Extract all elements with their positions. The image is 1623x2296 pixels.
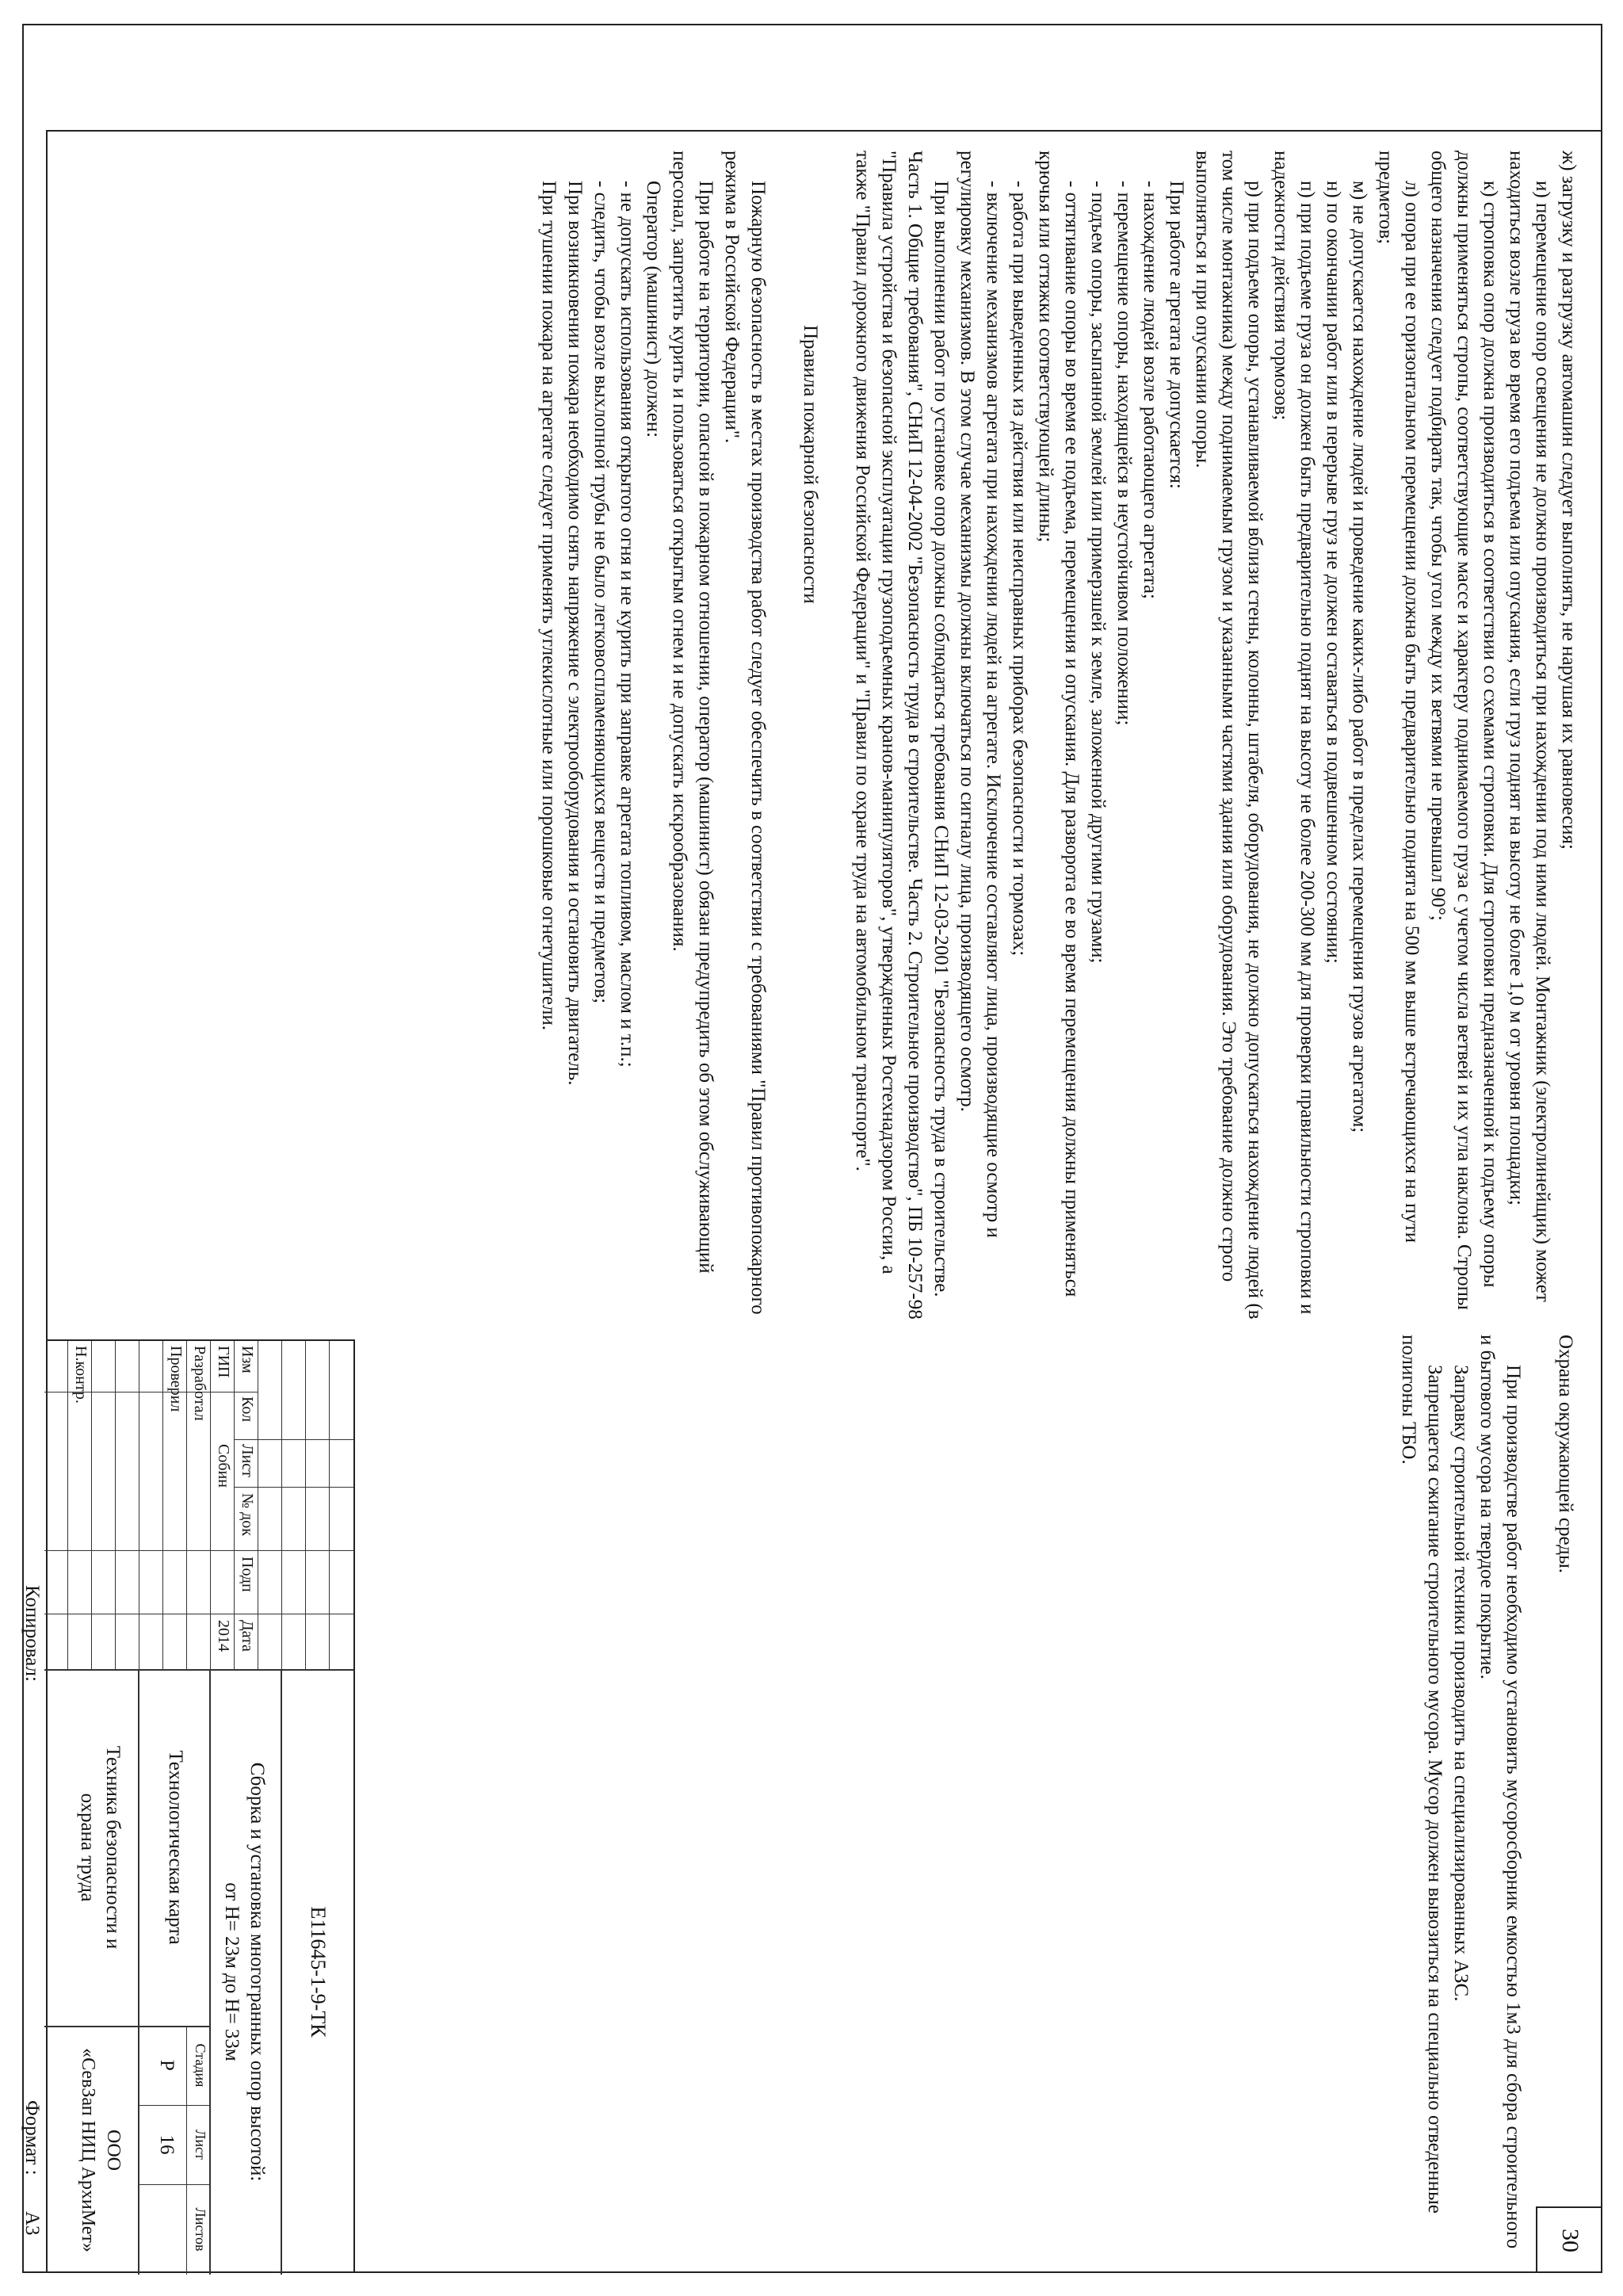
body-paragraph: При возникновении пожара необходимо снять напряжение с электрооборудования и остановить двигатель. [564,181,586,1086]
name-gip: Собин [215,1444,232,1488]
header-list: Лист [239,1444,256,1477]
section-line2: охрана труда [77,1793,98,1902]
environment-title: Охрана окружающей среды. [1555,1335,1576,1574]
section-line1: Техника безопасности и [102,1745,124,1950]
body-paragraph: и) перемещение опор освещения не должно производиться при нахождении под ними людей. Монтажник (электролинейщик) может находиться возле груза во время его подъема или опускания, если груз поднят на высоту не более 1,0 м от уровня площадки; [1506,151,1553,1308]
sheet-header: Лист [193,2130,208,2160]
header-data: Дата [239,1620,256,1652]
body-paragraph: н) по окончании работ или в перерыве груз не должен оставаться в подвешенном состоянии; [1323,181,1344,964]
body-paragraph: п) при подъеме груза он должен быть предварительно поднят на высоту не более 200-300 мм для проверки правильности строповки и надежности действия тормозов; [1270,151,1318,1320]
body-paragraph: ж) загрузку и разгрузку автомашин следует выполнять, не нарушая их равновесия; [1558,151,1579,850]
body-paragraph: При работе агрегата не допускается: [1166,181,1187,489]
object-title-line1: Сборка и установка многогранных опор высотой: [246,1762,268,2182]
body-paragraph: к) строповка опор должна производиться в соответствии со схемами строповки. Для строповки предназначенной к подъему опоры должны применяться стропы, соответствующие массе и характеру поднимаемого груза с учетом числа ветвей и их угла наклона. Стропы общего назначения следует подбирать так, чтобы угол между их ветвями не превышал 90°; [1427,151,1501,1316]
format-value: А3 [21,2211,43,2236]
body-paragraph: р) при подъеме опоры, устанавливаемой вблизи стены, колонны, штабеля, оборудования, не должно допускаться нахождение людей (в том числе монтажника) между поднимаемым грузом и указанными частями здания или оборудования. Это требование должно строго выполняться и при опускании опоры. [1192,151,1266,1324]
body-paragraph: Оператор (машинист) должен: [643,181,664,438]
section-heading: Правила пожарной безопасности [800,325,821,604]
environment-paragraph: Запрещается сжигание строительного мусора. Мусор должен вывозиться на специально отведенные полигоны ТБО. [1398,1335,1445,2219]
sheet-value: 16 [156,2134,178,2155]
stage-value: Р [156,2060,178,2071]
stage-header: Стадия [193,2043,208,2088]
main-text-column [536,151,1582,1324]
object-title-line2: от Н= 23м до Н= 33м [221,1882,242,2061]
body-paragraph: При выполнении работ по установке опор должны соблюдаться требования СНиП 12-03-2001 "Безопасность труда в строительстве. Часть 1. Общие требования", СНиП 12-04-2002 "Безопасность труда в строительстве. Часть 2. Строительное производство", ПБ 10-257-98 "Правила устройства и безопасной эксплуатации грузоподъемных кранов-манипуляторов", утвержденных Ростехнадзором России, а также "Правил дорожного движения Российской Федерации" и "Правил по охране труда на автомобильном транспорте". [852,151,952,1325]
body-paragraph: При работе на территории, опасной в пожарном отношении, оператор (машинист) обязан предупредить об этом обслуживающий персонал, запретить курить и пользоваться открытым огнем и не допускать искрообразования. [669,151,716,1278]
header-podp: Подп [239,1557,256,1592]
body-paragraph: - оттягивание опоры во время ее подъема, перемещения и опускания. Для разворота ее во время перемещения должны применяться крючья или оттяжки соответствующей длины; [1035,151,1083,1302]
body-paragraph: м) не допускается нахождение людей и проведение каких-либо работ в пределах перемещения грузов агрегатом; [1349,181,1370,1133]
doc-type: Технологическая карта [165,1750,186,1945]
environment-section [1396,1335,1579,2254]
header-kol: Кол [239,1396,256,1423]
copied-label: Копировал: [21,1585,43,1682]
body-paragraph: - работа при выведенных из действия или неисправных приборах безопасности и тормозах; [1009,181,1030,957]
body-paragraph: - включение механизмов агрегата при нахождении людей на агрегате. Исключение составляют лица, производящие осмотр и регулировку механизмов. В этом случае механизмы должны включаться по сигналу лица, производящего осмотр. [957,151,1004,1244]
sheet-number-box [1536,2206,1602,2273]
body-paragraph: Пожарную безопасность в местах производства работ следует обеспечить в соответствии с требованиями "Правил противопожарного режима в Российской Федерации". [721,151,769,1320]
sheets-header: Листов [193,2207,208,2252]
body-paragraph: - подъем опоры, засыпанной землей или примерзшей к земле, заложенной другими грузами; [1087,181,1109,964]
date-gip: 2014 [215,1620,232,1652]
header-izm: Изм [239,1346,256,1373]
footer-row [14,1339,46,2273]
role-gip: ГИП [215,1346,232,1378]
rotated-sheet [21,130,1602,2273]
body-paragraph: При тушении пожара на агрегате следует применять углекислотные или порошковые огнетушители. [538,181,559,1031]
header-ndok: № док [239,1493,256,1536]
environment-paragraph: Заправку строительной техники производить на специализированных АЗС. [1450,1365,1472,2002]
company-line2: «СевЗап НИЦ АрхиМет» [78,2048,98,2252]
body-paragraph: - следить, чтобы возле выхлопной трубы не было легковоспламеняющихся веществ и предметов; [590,181,612,1004]
company-line1: ООО [103,2130,124,2171]
body-paragraph: л) опора при ее горизонтальном перемещении должна быть предварительно поднята на 500 мм выше встречающихся на пути предметов; [1375,151,1423,1248]
format-label: Формат : [21,2100,43,2176]
body-paragraph: - не допускать использования открытого огня и не курить при заправке агрегата топливом, маслом и т.п.; [617,181,638,1068]
sheet-number: 30 [1557,2229,1583,2252]
role-checked: Проверил [167,1346,185,1412]
role-norm-control: Н.контр. [72,1346,90,1404]
body-paragraph: - перемещение опоры, находящейся в неустойчивом положении; [1113,181,1135,726]
environment-paragraph: При производстве работ необходимо установить мусоросборник емкостью 1м3 для сбора строительного и бытового мусора на твердое покрытие. [1476,1335,1524,2254]
document-code: Е11645-1-9-ТК [307,1906,330,2038]
body-paragraph: - нахождение людей возле работающего агрегата; [1140,181,1161,599]
role-developed: Разработал [191,1346,208,1421]
title-block [46,1339,355,2273]
